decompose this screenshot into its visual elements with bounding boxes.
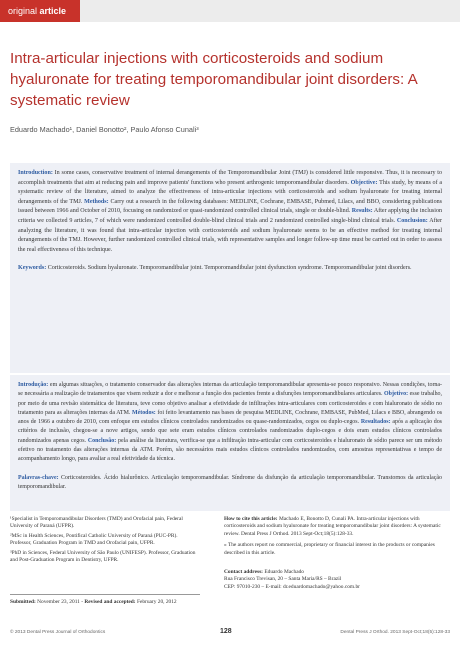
heading-keywords: Keywords: bbox=[18, 265, 47, 272]
keywords-en bbox=[18, 264, 442, 274]
text-conclusao: pela análise da literatura, verifica-se que a infiltração intra-articular com corticosteroides e hialuronato de sódio parece ser um método efetivo no tratamento das alterações internas da ATM. Porém, são necessários mais estudos clínicos controlados randomizados, com amostras representativas e tempo de acompanhamento longo, para avaliar a real efetividade da técnica. bbox=[18, 437, 443, 463]
header-bar bbox=[0, 0, 460, 22]
text-palavras-chave: Corticosteroides. Ácido hialurônico. Articulação temporomandibular. Síndrome da disfunção da articulação temporomandibular. Transtornos da articulação temporomandibular. bbox=[18, 474, 442, 490]
label-main: article bbox=[39, 6, 67, 16]
abstract-pt-body bbox=[18, 381, 442, 465]
affiliations bbox=[10, 516, 200, 605]
text-methods: Carry out a research in the following databases: MEDLINE, Cochrane, EMBASE, Pubmed, Lilacs, and BBO, considering publications issued between 1966 and October of 2010, focusing on randomized or quasi-randomized controlled clinical trials, single or double-blind. bbox=[18, 198, 442, 215]
submitted-label: Submitted: bbox=[10, 599, 36, 605]
contact-email[interactable]: CEP: 97010-230 – E-mail: dr.eduardomachado@yahoo.com.br bbox=[224, 583, 360, 590]
cite-text: Machado E, Bonotto D, Cunali PA. Intra-articular injections with corticosteroids and sodium hyaluronate for treating temporomandibular joint disorders: A systematic review. Dental Press J Orthod. 2013 Sept-Oct;18(5):128-33. bbox=[224, 516, 441, 537]
abstract-portuguese bbox=[10, 375, 450, 511]
heading-objetivo: Objetivo: bbox=[384, 391, 409, 398]
page-footer bbox=[0, 627, 460, 639]
heading-introduction: Introduction: bbox=[18, 170, 53, 176]
heading-resultados: Resultados: bbox=[360, 419, 391, 426]
cite-label: How to cite this article: bbox=[224, 516, 278, 522]
label-prefix: original bbox=[8, 6, 38, 16]
authors: Eduardo Machado¹, Daniel Bonotto², Paulo Afonso Cunali³ bbox=[10, 125, 199, 134]
contact-name: Eduardo Machado bbox=[262, 569, 304, 576]
text-resultados: após a aplicação dos critérios de inclusão, chegou-se a nove artigos, sendo que sete eram estudos clínicos controlados randomizados duplo-cegos e dois eram estudos clínicos controlados randomizados apenas cegos. bbox=[18, 419, 442, 444]
heading-results: Results: bbox=[351, 208, 373, 215]
heading-conclusion: Conclusion: bbox=[396, 217, 428, 224]
text-metodos: foi feito levantamento nas bases de pesquisa MEDLINE, Cochrane, EMBASE, PubMed, Lilacs e BBO, abrangendo os anos de 1966 a outubro de 2010, com enfoque em estudos clínicos controlados randomizados ou quase-randomizados, cegos ou duplo-cegos. bbox=[18, 409, 442, 426]
contact-label: Contact address: bbox=[224, 569, 263, 576]
divider bbox=[10, 594, 200, 595]
keywords-pt bbox=[18, 474, 442, 493]
heading-metodos: Métodos: bbox=[132, 409, 156, 416]
contact-street: Rua Francisco Trevisan, 20 – Santa Maria/RS – Brazil bbox=[224, 576, 342, 583]
affiliation-2: ²MSc in Health Sciences, Pontifical Catholic University of Paraná (PUC-PR). Professor, Graduation Program in TMD and Orofacial pain, UFPR. bbox=[10, 532, 178, 547]
text-introducao: em algumas situações, o tratamento conservador das alterações internas da articulação temporomandibular apresenta-se pouco responsivo. Nessas condições, torna-se necessária a realização de tratamentos que visem reduzir a dor e melhorar a função dos pacientes frente a disfunções temporomandibulares articulares. bbox=[18, 382, 442, 398]
article-title: Intra-articular injections with corticosteroids and sodium hyaluronate for treating temporomandibular joint disorders: A systematic review bbox=[10, 50, 417, 109]
citation-block bbox=[224, 516, 450, 593]
footer-citation: Dental Press J Orthod. 2013 Sept-Oct;18(5):128-33 bbox=[340, 630, 450, 635]
abstract-english bbox=[10, 163, 450, 373]
submission-dates bbox=[10, 599, 210, 606]
text-objective: This study, by means of a systematic review of the literature, aimed to analyze the effectiveness of intra-articular injections with corticosteroids and sodium hyaluronate for treating internal derangements of the TMJ. bbox=[18, 179, 443, 205]
how-to-cite bbox=[224, 516, 450, 538]
text-keywords: Corticosteroids. Sodium hyaluronate. Temporomandibular joint. Temporomandibular joint dysfunction syndrome. Temporomandibular joint disorders. bbox=[46, 265, 412, 272]
affiliation-1: ¹Specialist in Temporomandibular Disorders (TMD) and Orofacial pain, Federal University of Paraná (UFPR). bbox=[10, 516, 183, 530]
text-introduction: In some cases, conservative treatment of internal derangements of the Temporomandibular Joint (TMJ) is considered little responsive. Thus, it is necessary to accomplish treatments that aim at reducing pain and improve patients' functions who present arthrogenic temporomandibular disorders. bbox=[18, 170, 442, 186]
heading-palavras-chave: Palavras-chave: bbox=[18, 474, 59, 481]
heading-introducao: Introdução: bbox=[18, 382, 49, 388]
contact-address bbox=[224, 569, 450, 591]
text-results: After applying the inclusion criteria we collected 9 articles, 7 of which were randomized controlled double-blind clinical trials and 2 randomized controlled single-blind clinical trials. bbox=[18, 208, 442, 224]
footer-copyright: © 2013 Dental Press Journal of Orthodontics bbox=[10, 630, 106, 635]
page-number: 128 bbox=[220, 628, 232, 635]
heading-methods: Methods: bbox=[84, 198, 109, 205]
revised-date: February 20, 2012 bbox=[135, 599, 177, 605]
heading-objective: Objective: bbox=[350, 179, 378, 186]
conflict-statement: » The authors report no commercial, proprietary or financial interest in the products or companies described in this article. bbox=[224, 542, 435, 556]
affiliation-3: ³PhD in Sciences, Federal University of São Paulo (UNIFESP). Professor, Graduation and Post-Graduation Program in Dentistry, UFPR. bbox=[10, 549, 196, 564]
text-conclusion: After analyzing the literature, it was found that intra-articular injection with corticosteroids and sodium hyaluronate seems to be an effective method for treating internal derangements of the TMJ. However, further randomized controlled clinical trials, with representative samples and longer follow-up time must be carried out in order to assess the real effectiveness of this technique. bbox=[18, 217, 442, 253]
text-objetivo: esse trabalho, por meio de uma revisão sistemática de literatura, teve como objetivo analisar a efetividade de infiltrações intra-articulares com corticosteroides e com hialuronato de sódio no tratamento para as alterações internas da ATM. bbox=[18, 391, 443, 416]
submitted-date: November 23, 2011 bbox=[35, 599, 80, 605]
date-separator: - bbox=[79, 599, 85, 605]
heading-conclusao: Conclusão: bbox=[87, 437, 117, 444]
revised-label: Revised and accepted: bbox=[84, 599, 136, 605]
abstract-en-body bbox=[18, 169, 442, 255]
article-type-label bbox=[0, 0, 80, 22]
